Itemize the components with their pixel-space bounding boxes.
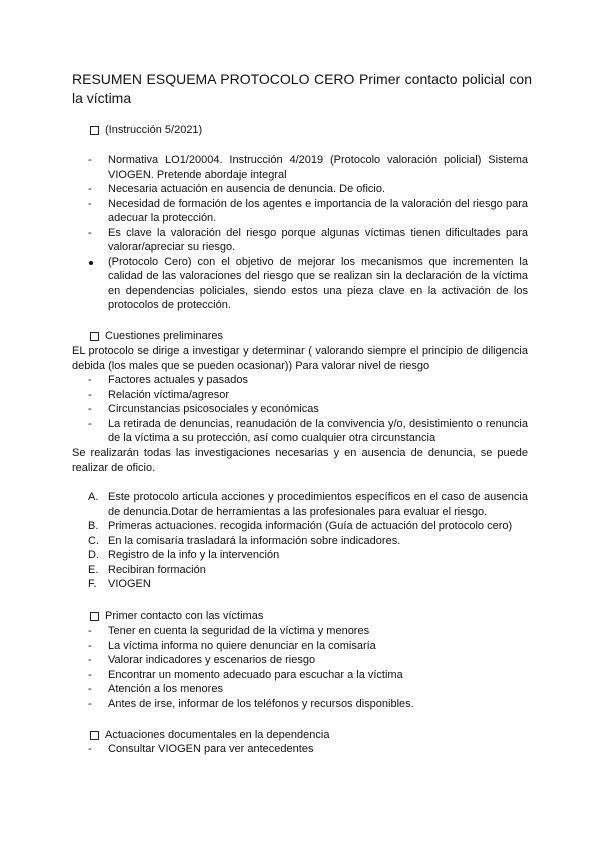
list-item: - Factores actuales y pasados [88, 374, 249, 386]
dash-marker: - [88, 403, 92, 415]
dash-marker: - [88, 154, 92, 166]
list-item: - Necesidad de formación de los agentes e importancia de la valoración del riesgo para adecuar la protección. [88, 197, 528, 224]
section2-lettered-list [72, 490, 528, 592]
list-item: - Relación víctima/agresor [88, 388, 230, 401]
dash-marker: - [88, 374, 92, 386]
dash-marker: - [88, 668, 92, 681]
dash-marker: - [88, 226, 92, 239]
section2-closing: Se realizarán todas las investigaciones necesarias y en ausencia de denuncia, se puede realizar de oficio. [72, 447, 528, 474]
section-heading-label: Actuaciones documentales en la dependencia [105, 729, 330, 741]
list-item: - Encontrar un momento adecuado para escuchar a la víctima [88, 668, 403, 681]
dash-marker: - [88, 388, 92, 401]
list-item: A. Este protocolo articula acciones y procedimientos específicos en el caso de ausencia de denuncia.Dotar de herramientas a las profesionales para evaluar el riesgo. [88, 491, 528, 518]
list-item: - Valorar indicadores y escenarios de riesgo [88, 654, 316, 666]
list-item: - Es clave la valoración del riesgo porque algunas víctimas tienen dificultades para valorar/apreciar su riesgo. [88, 226, 528, 253]
dash-marker: - [88, 183, 92, 195]
section-heading-primer-contacto [90, 609, 263, 623]
list-item: - Necesaria actuación en ausencia de denuncia. De oficio. [88, 183, 386, 195]
list-item: - Atención a los menores [88, 683, 223, 695]
list-item: - Normativa LO1/20004. Instrucción 4/2019 (Protocolo valoración policial) Sistema VIOGEN. Pretende abordaje integral [88, 154, 528, 181]
document-title: RESUMEN ESQUEMA PROTOCOLO CERO Primer contacto policial con la víctima [72, 71, 532, 106]
list-item: D. Registro de la info y la intervención [88, 549, 280, 561]
section1-list [72, 153, 528, 313]
section2-intro: EL protocolo se dirige a investigar y determinar ( valorando siempre el principio de diligencia debida (los males que se pueden ocasionar)) Para valorar nivel de riesgo [72, 345, 528, 372]
checkbox-icon [90, 612, 99, 621]
list-item: E. Recibiran formación [88, 563, 206, 576]
list-item: - Consultar VIOGEN para ver antecedentes [88, 743, 314, 755]
dash-marker: - [88, 743, 92, 755]
section2-list [72, 373, 528, 446]
section-heading-label: Primer contacto con las víctimas [105, 610, 264, 622]
list-item: C. En la comisaría trasladará la información sobre indicadores. [88, 534, 401, 547]
section-heading-actuaciones [90, 728, 329, 742]
list-item: - La retirada de denuncias, reanudación de la convivencia y/o, desistimiento o renuncia de la víctima a su protección, así como cualquier otra circunstancia [88, 417, 528, 444]
dash-marker: - [88, 197, 92, 210]
dash-marker: - [88, 639, 92, 652]
section-heading-instruccion [90, 123, 202, 137]
list-item: B. Primeras actuaciones. recogida información (Guía de actuación del protocolo cero) [88, 520, 513, 532]
dash-marker: - [88, 417, 92, 430]
list-item: - Antes de irse, informar de los teléfonos y recursos disponibles. [88, 697, 414, 710]
list-item: - Circunstancias psicosociales y económicas [88, 403, 319, 415]
section3-list [72, 624, 528, 711]
section4-list [72, 742, 528, 757]
section-heading-label: Cuestiones preliminares [105, 330, 223, 342]
bullet-icon [89, 261, 93, 265]
dash-marker: - [88, 683, 92, 695]
section-heading-label: (Instrucción 5/2021) [105, 124, 203, 136]
list-item: - Tener en cuenta la seguridad de la víctima y menores [88, 625, 370, 637]
dash-marker: - [88, 654, 92, 666]
list-item: - La víctima informa no quiere denunciar en la comisaría [88, 639, 376, 652]
dash-marker: - [88, 625, 92, 637]
list-item: F. VIOGEN [88, 578, 151, 590]
checkbox-icon [90, 126, 99, 135]
checkbox-icon [90, 731, 99, 740]
checkbox-icon [90, 332, 99, 341]
section-heading-cuestiones [90, 329, 223, 343]
list-item: (Protocolo Cero) con el objetivo de mejorar los mecanismos que incrementen la calidad de las valoraciones del riesgo que se realizan sin la declaración de la víctima en dependencias policiales, siendo estos una pieza clave en la activación de los protocolos de protección. [72, 255, 528, 313]
dash-marker: - [88, 697, 92, 710]
